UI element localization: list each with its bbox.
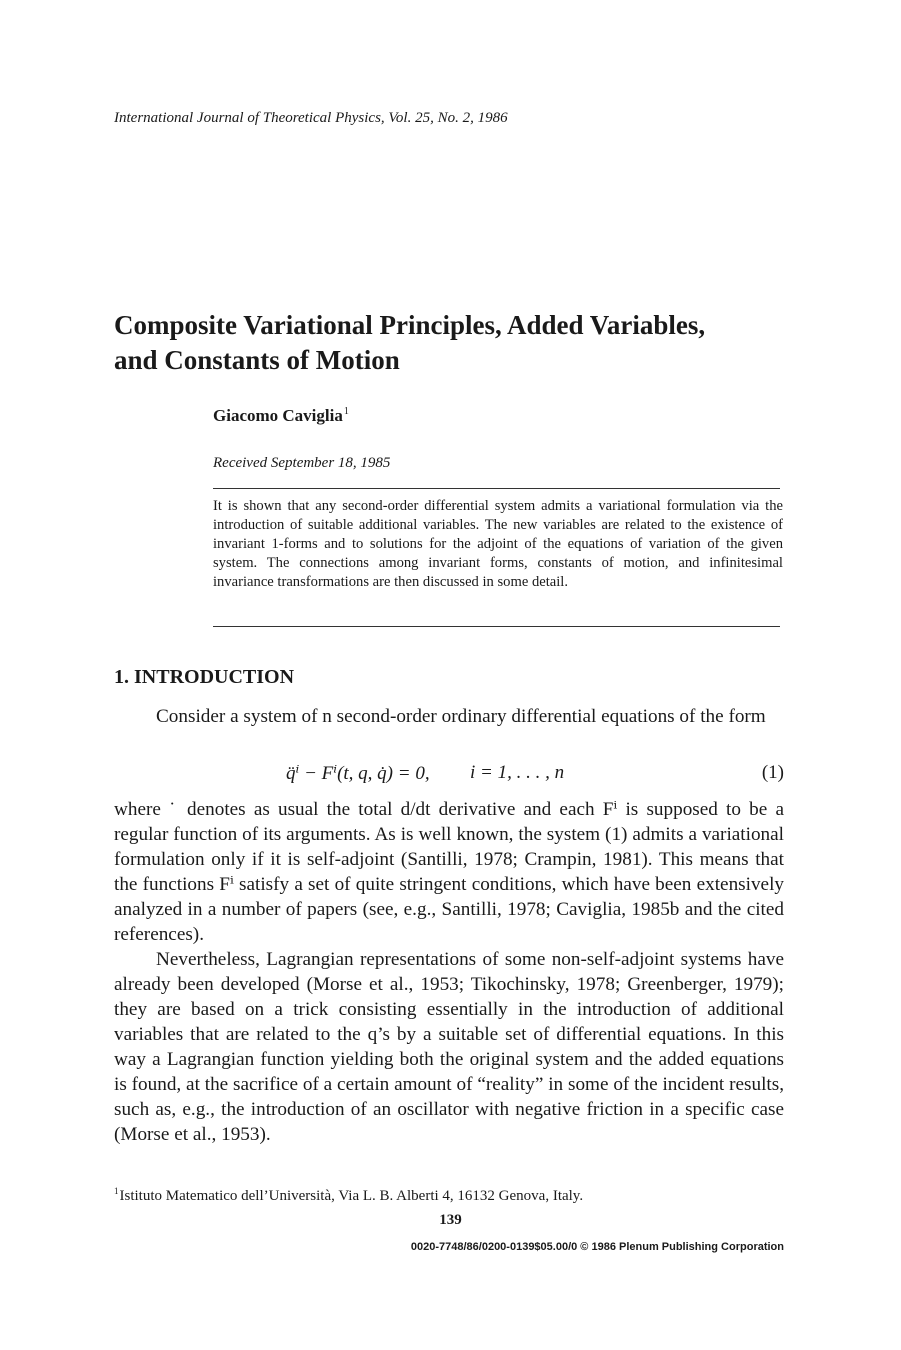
author-name: Giacomo Caviglia bbox=[213, 406, 343, 425]
paragraph-2: where ˙ denotes as usual the total d/dt derivative and each Fⁱ is supposed to be a regular function of its arguments. As is well known, the system (1) admits a variational formulation only if it is self-adjoint (Santilli, 1978; Crampin, 1981). This means that the functions Fⁱ satisfy a set of quite stringent conditions, which have been extensively analyzed in a number of papers (see, e.g., Santilli, 1978; Caviglia, 1985b and the cited references). bbox=[114, 799, 784, 945]
paragraph-3: Nevertheless, Lagrangian representations of some non-self-adjoint systems have already been developed (Morse et al., 1953; Tikochinsky, 1978; Greenberger, 1979); they are based on a trick consisting essentially in the introduction of additional variables that are related to the q’s by a suitable set of differential equations. In this way a Lagrangian function yielding both the original system and the added equations is found, at the sacrifice of a certain amount of “reality” in some of the incident results, such as, e.g., the introduction of an oscillator with negative friction in a specific case (Morse et al., 1953). bbox=[114, 949, 784, 1145]
footnote bbox=[114, 1186, 583, 1205]
abstract-text: It is shown that any second-order differential system admits a variational formulation via the introduction of suitable additional variables. The new variables are related to the existence of invariant 1-forms and to solutions for the adjoint of the equations of variation of the given system. The connections among invariant forms, constants of motion, and infinitesimal invariance transformations are then discussed in some detail. bbox=[213, 498, 783, 590]
article-title bbox=[114, 308, 814, 378]
equation-number: (1) bbox=[761, 762, 784, 783]
copyright-line: 0020-7748/86/0200-0139$05.00/0 © 1986 Plenum Publishing Corporation bbox=[410, 1241, 784, 1253]
page-number: 139 bbox=[439, 1212, 462, 1228]
article-title-line-1: Composite Variational Principles, Added Variables, bbox=[114, 310, 706, 340]
received-date: Received September 18, 1985 bbox=[213, 455, 391, 471]
paragraph-1: Consider a system of n second-order ordinary differential equations of the form bbox=[156, 706, 766, 727]
footnote-mark: 1 bbox=[114, 1186, 119, 1196]
footnote-text: Istituto Matematico dell’Università, Via L. B. Alberti 4, 16132 Genova, Italy. bbox=[119, 1188, 584, 1204]
abstract-top-rule bbox=[213, 488, 780, 489]
equation-1 bbox=[114, 762, 784, 787]
equation-expression: q̈ⁱ − Fⁱ(t, q, q̇) = 0, bbox=[286, 763, 430, 784]
section-heading: 1. INTRODUCTION bbox=[114, 666, 295, 688]
article-title-line-2: and Constants of Motion bbox=[114, 345, 400, 375]
abstract-bottom-rule bbox=[213, 626, 780, 627]
author-footnote-mark: 1 bbox=[343, 406, 349, 417]
equation-index-range: i = 1, . . . , n bbox=[470, 762, 565, 783]
journal-citation: International Journal of Theoretical Physics, Vol. 25, No. 2, 1986 bbox=[114, 110, 508, 126]
author-line bbox=[213, 406, 349, 426]
